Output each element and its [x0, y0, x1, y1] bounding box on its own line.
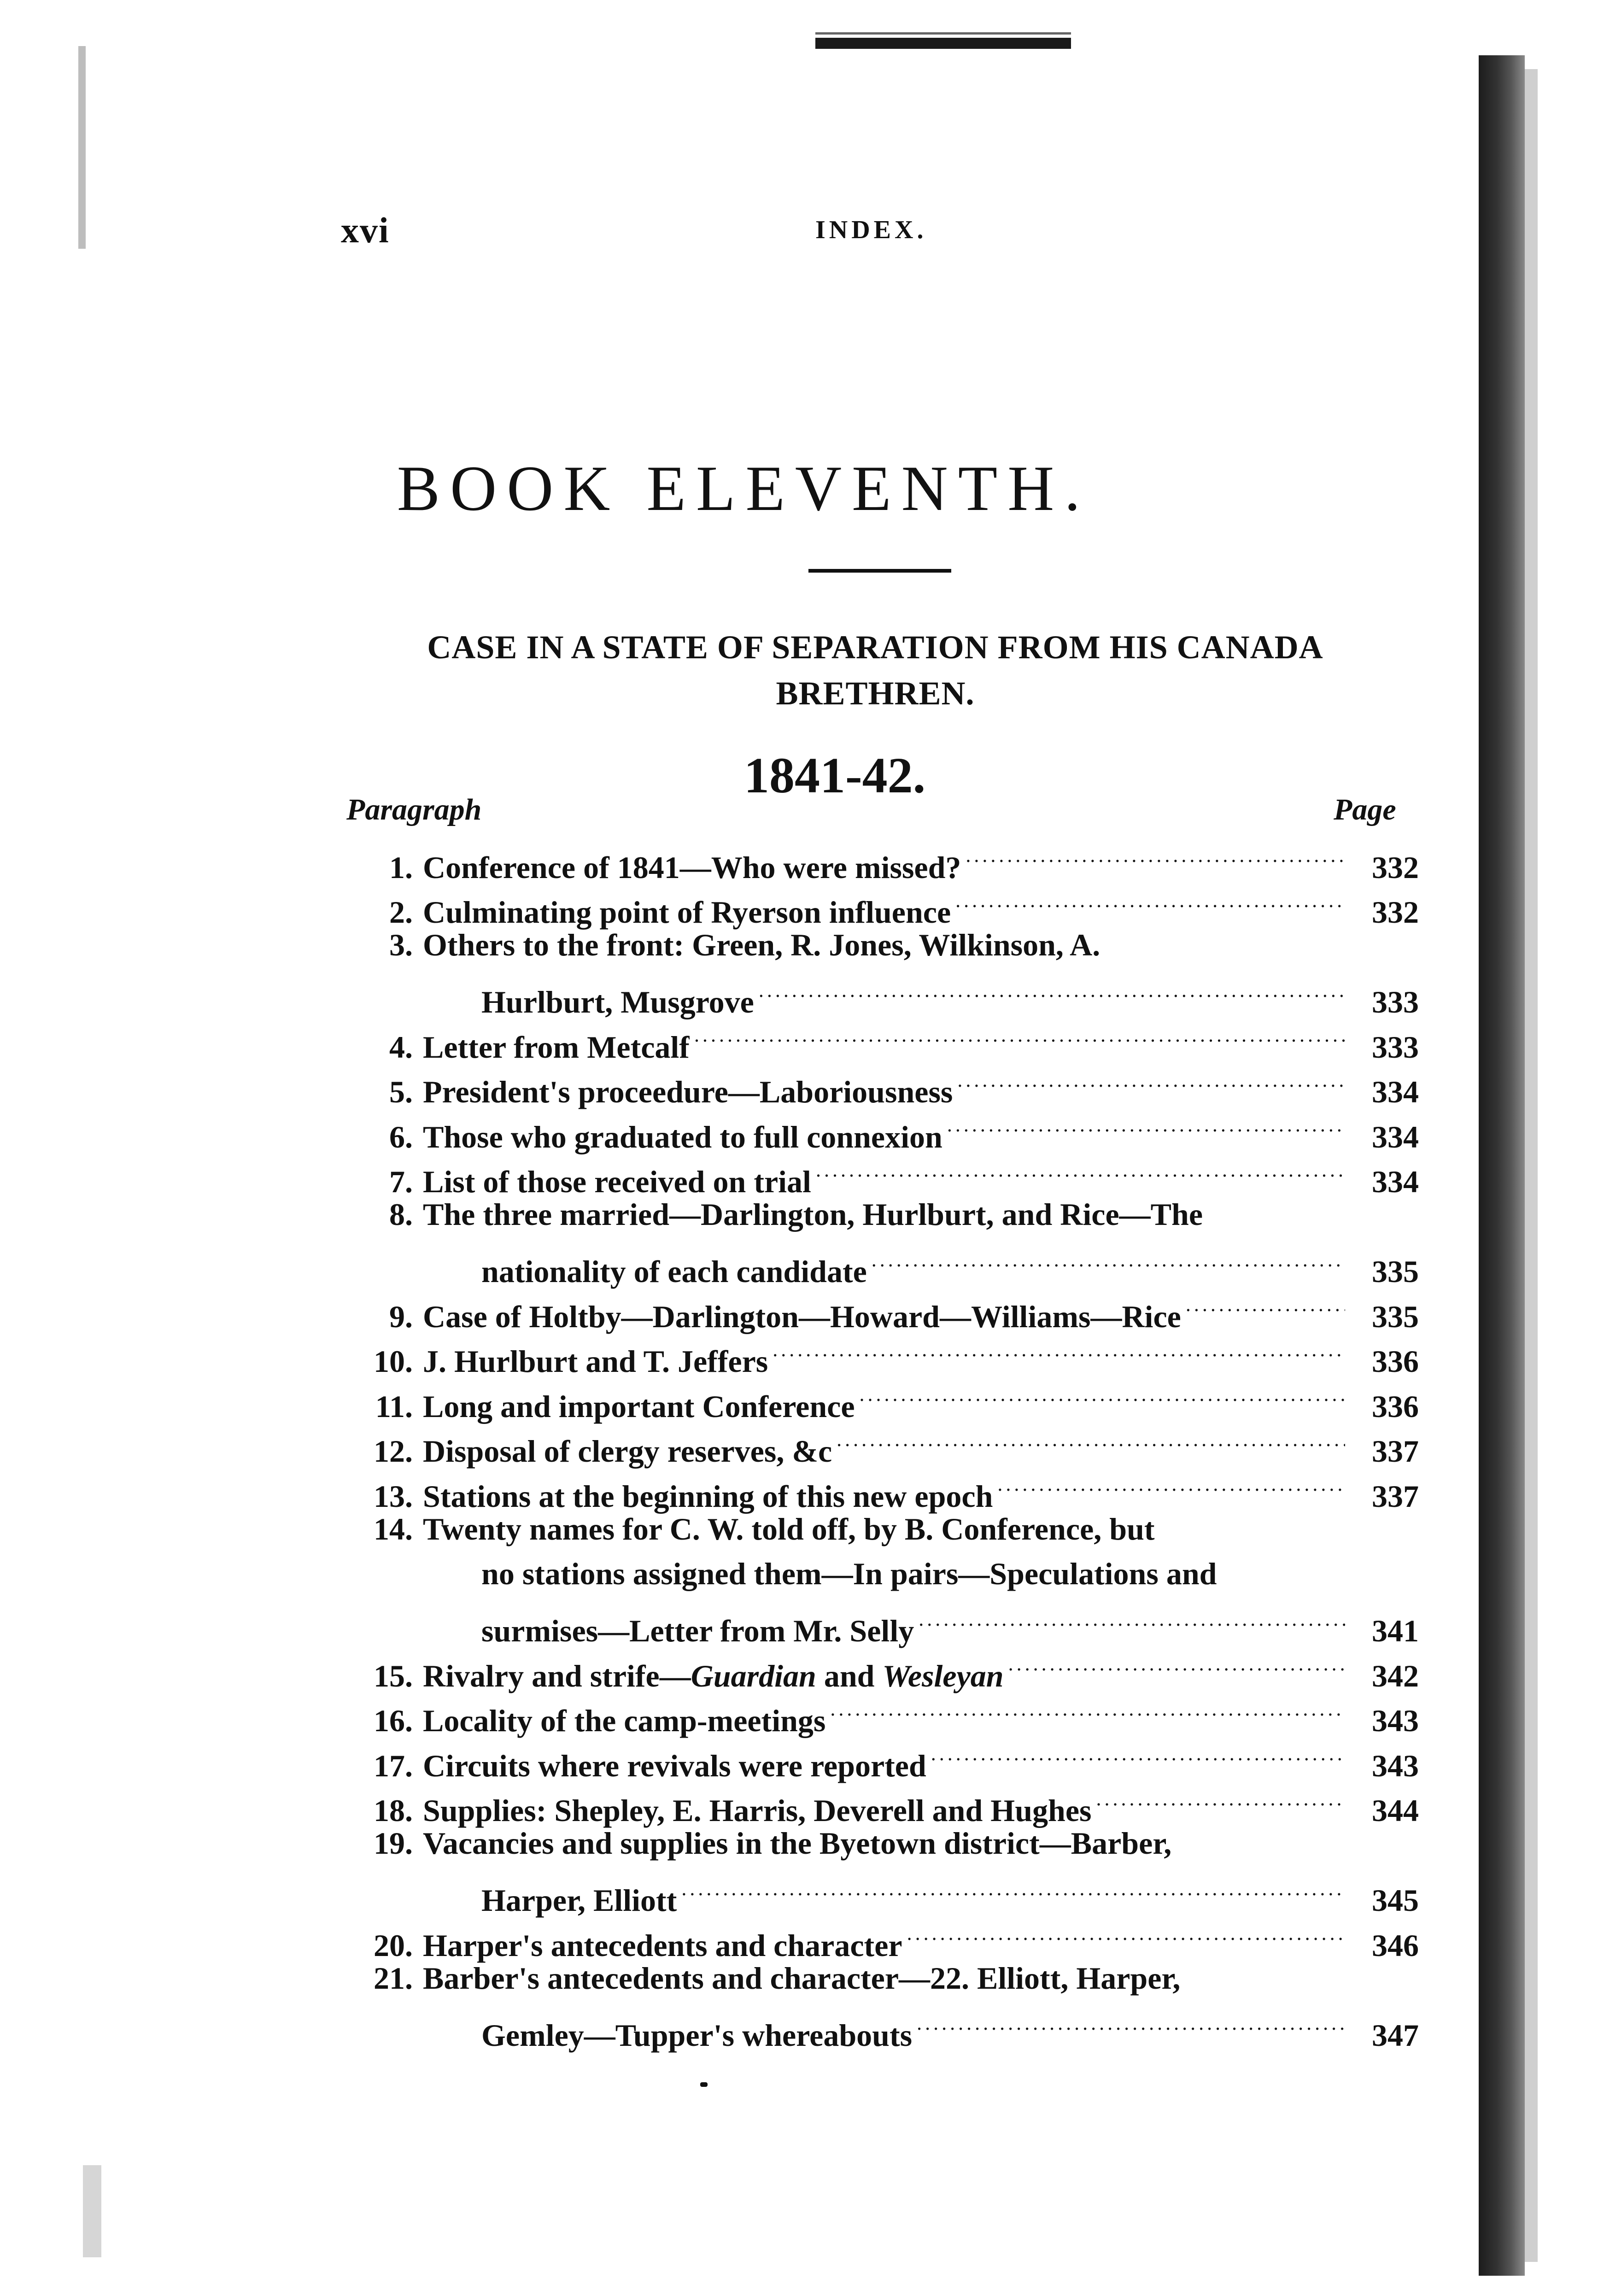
toc-entry-line	[322, 1507, 1419, 1552]
dot-leader	[860, 1372, 1345, 1417]
entry-text: Culminating point of Ryerson influence	[423, 895, 951, 930]
page-number: 334	[1372, 1119, 1419, 1154]
toc-entry-line	[322, 968, 1419, 1019]
page-number: 334	[1372, 1164, 1419, 1199]
toc-entry-line	[322, 1102, 1419, 1154]
paragraph-number: 8.	[389, 1197, 413, 1232]
toc-entry	[322, 1731, 1419, 1783]
entry-text: Gemley—Tupper's whereabouts	[481, 2017, 913, 2053]
page-number: 343	[1372, 1703, 1419, 1738]
paragraph-number: 11.	[375, 1388, 413, 1424]
dot-leader	[907, 1911, 1345, 1956]
toc-entry	[322, 1282, 1419, 1334]
toc-entry-line	[322, 1776, 1419, 1828]
column-header-paragraph: Paragraph	[346, 793, 482, 826]
entry-text: Barber's antecedents and character—22. Elliott, Harper,	[423, 1960, 1181, 1996]
entry-text: Case of Holtby—Darlington—Howard—Williams—Rice	[423, 1299, 1181, 1334]
page-number: 336	[1372, 1344, 1419, 1379]
subtitle-line: BRETHREN.	[776, 675, 975, 712]
paragraph-number: 21.	[374, 1960, 413, 1996]
column-header-page: Page	[1334, 793, 1396, 826]
paragraph-number: 19.	[374, 1826, 413, 1861]
paragraph-number: 10.	[374, 1344, 413, 1379]
scan-artifact-top-bar	[815, 38, 1071, 49]
toc-entry-line	[322, 1687, 1419, 1738]
paragraph-number: 20.	[374, 1927, 413, 1963]
dot-leader	[955, 878, 1345, 923]
dot-leader	[1186, 1282, 1345, 1327]
toc-entry-line	[322, 1237, 1419, 1289]
toc-entry-line	[322, 1417, 1419, 1469]
entry-text: surmises—Letter from Mr. Selly	[481, 1613, 914, 1648]
entry-text: no stations assigned them—In pairs—Speculations and	[481, 1556, 1217, 1591]
entry-text: Twenty names for C. W. told off, by B. Conference, but	[423, 1511, 1155, 1546]
paragraph-number: 9.	[389, 1299, 413, 1334]
toc-entry	[322, 1687, 1419, 1738]
page-number: 333	[1372, 984, 1419, 1019]
years-heading: 1841-42.	[744, 747, 926, 803]
page-number: 335	[1372, 1299, 1419, 1334]
page-folio: xvi	[341, 210, 390, 250]
page-number: 346	[1372, 1927, 1419, 1963]
toc-entry	[322, 1821, 1419, 1918]
page-number: 332	[1372, 849, 1419, 885]
entry-text: Conference of 1841—Who were missed?	[423, 849, 961, 885]
page-number: 341	[1372, 1613, 1419, 1648]
toc-entry	[322, 1372, 1419, 1424]
running-head	[0, 210, 1598, 251]
toc-entry	[322, 1641, 1419, 1693]
entry-text: Supplies: Shepley, E. Harris, Deverell and Hughes	[423, 1793, 1092, 1828]
toc-entry-line	[322, 1597, 1419, 1648]
entry-text: Disposal of clergy reserves, &c	[423, 1434, 832, 1469]
paragraph-number: 4.	[389, 1029, 413, 1065]
toc-entry-line	[322, 1552, 1419, 1597]
dot-leader	[830, 1687, 1345, 1732]
toc-entry	[322, 1058, 1419, 1109]
toc-entry	[322, 1192, 1419, 1289]
toc-entry	[322, 1776, 1419, 1828]
toc-entry-line	[322, 1731, 1419, 1783]
page-number: 333	[1372, 1029, 1419, 1065]
scan-artifact-top-rule	[815, 32, 1071, 35]
dot-leader	[759, 968, 1345, 1013]
toc-entry	[322, 1911, 1419, 1963]
page-number: 345	[1372, 1883, 1419, 1918]
toc-entry	[322, 1507, 1419, 1648]
entry-text: Locality of the camp-meetings	[423, 1703, 826, 1738]
book-title: BOOK ELEVENTH.	[397, 453, 1091, 524]
toc-entry	[322, 1462, 1419, 1514]
toc-entry-line	[322, 1956, 1419, 2001]
dot-leader	[966, 833, 1345, 878]
paragraph-number: 7.	[389, 1164, 413, 1199]
page-number: 334	[1372, 1074, 1419, 1109]
toc-entry-line	[322, 2001, 1419, 2053]
subtitle-line: CASE IN A STATE OF SEPARATION FROM HIS CANADA	[427, 629, 1323, 666]
toc-entry	[322, 833, 1419, 885]
entry-text: Long and important Conference	[423, 1388, 855, 1424]
toc-entry-line	[322, 1327, 1419, 1379]
dot-leader	[917, 2001, 1345, 2046]
dot-leader	[1096, 1776, 1345, 1822]
toc-entry-line	[322, 1462, 1419, 1514]
page-number: 332	[1372, 895, 1419, 930]
entry-text: President's proceedure—Laboriousness	[423, 1074, 953, 1109]
toc-entry-line	[322, 878, 1419, 930]
entry-text: Rivalry and strife—Guardian and Wesleyan	[423, 1658, 1004, 1693]
page-number: 337	[1372, 1478, 1419, 1514]
entry-text: Others to the front: Green, R. Jones, Wilkinson, A.	[423, 927, 1100, 962]
toc-entry-line	[322, 1821, 1419, 1866]
dot-leader	[919, 1597, 1345, 1642]
entry-text: The three married—Darlington, Hurlburt, and Rice—The	[423, 1197, 1203, 1232]
paragraph-number: 17.	[374, 1748, 413, 1783]
paragraph-number: 13.	[374, 1478, 413, 1514]
entry-text: Circuits where revivals were reported	[423, 1748, 926, 1783]
toc-entry-line	[322, 1148, 1419, 1199]
paragraph-number: 3.	[389, 927, 413, 962]
toc-entry-line	[322, 833, 1419, 885]
dot-leader	[694, 1013, 1345, 1058]
entry-text: Stations at the beginning of this new epoch	[423, 1478, 993, 1514]
entry-text: J. Hurlburt and T. Jeffers	[423, 1344, 768, 1379]
page-number: 343	[1372, 1748, 1419, 1783]
entry-text: List of those received on trial	[423, 1164, 811, 1199]
periodical-name: Wesleyan	[882, 1658, 1004, 1693]
toc-entry-line	[322, 1013, 1419, 1065]
paragraph-number: 12.	[374, 1434, 413, 1469]
paragraph-number: 15.	[374, 1658, 413, 1693]
page-number: 342	[1372, 1658, 1419, 1693]
toc-entry	[322, 1102, 1419, 1154]
page-number: 344	[1372, 1793, 1419, 1828]
toc-entry	[322, 923, 1419, 1019]
subtitle	[322, 624, 1428, 716]
toc-entry	[322, 1327, 1419, 1379]
toc-entry-line	[322, 1282, 1419, 1334]
scan-artifact-left-edge-lower	[83, 2165, 101, 2257]
entry-text: Harper's antecedents and character	[423, 1927, 902, 1963]
paragraph-number: 16.	[374, 1703, 413, 1738]
entry-text: Those who graduated to full connexion	[423, 1119, 942, 1154]
table-of-contents	[322, 833, 1419, 2053]
entry-text: Letter from Metcalf	[423, 1029, 690, 1065]
toc-entry-line	[322, 1911, 1419, 1963]
toc-entry	[322, 1148, 1419, 1199]
paragraph-number: 1.	[389, 849, 413, 885]
title-rule	[808, 569, 951, 573]
toc-entry	[322, 878, 1419, 930]
toc-entry-line	[322, 1866, 1419, 1918]
entry-text: Hurlburt, Musgrove	[481, 984, 754, 1019]
dot-leader	[816, 1148, 1345, 1193]
dot-leader	[1008, 1641, 1345, 1687]
dot-leader	[957, 1058, 1345, 1103]
page-number: 335	[1372, 1254, 1419, 1289]
dot-leader	[997, 1462, 1345, 1507]
dot-leader	[947, 1102, 1345, 1148]
scan-artifact-ink-mark	[700, 2082, 708, 2087]
paragraph-number: 14.	[374, 1511, 413, 1546]
paragraph-number: 2.	[389, 895, 413, 930]
dot-leader	[773, 1327, 1345, 1372]
toc-entry	[322, 1013, 1419, 1065]
paragraph-number: 6.	[389, 1119, 413, 1154]
toc-entry	[322, 1956, 1419, 2053]
dot-leader	[837, 1417, 1345, 1462]
toc-entry	[322, 1417, 1419, 1469]
toc-entry-line	[322, 1372, 1419, 1424]
entry-text: Vacancies and supplies in the Byetown district—Barber,	[423, 1826, 1172, 1861]
dot-leader	[681, 1866, 1345, 1911]
toc-entry-line	[322, 1641, 1419, 1693]
toc-entry-line	[322, 1058, 1419, 1109]
paragraph-number: 18.	[374, 1793, 413, 1828]
entry-text: Harper, Elliott	[481, 1883, 677, 1918]
toc-entry-line	[322, 1192, 1419, 1237]
dot-leader	[931, 1731, 1345, 1776]
page-number: 347	[1372, 2017, 1419, 2053]
page-number: 336	[1372, 1388, 1419, 1424]
periodical-name: Guardian	[691, 1658, 816, 1693]
scan-artifact-spine-edge	[1525, 69, 1538, 2262]
entry-text: nationality of each candidate	[481, 1254, 867, 1289]
toc-entry-line	[322, 923, 1419, 968]
running-title: INDEX.	[815, 216, 927, 244]
dot-leader	[872, 1237, 1345, 1283]
paragraph-number: 5.	[389, 1074, 413, 1109]
scan-artifact-book-spine	[1479, 55, 1525, 2276]
page-number: 337	[1372, 1434, 1419, 1469]
